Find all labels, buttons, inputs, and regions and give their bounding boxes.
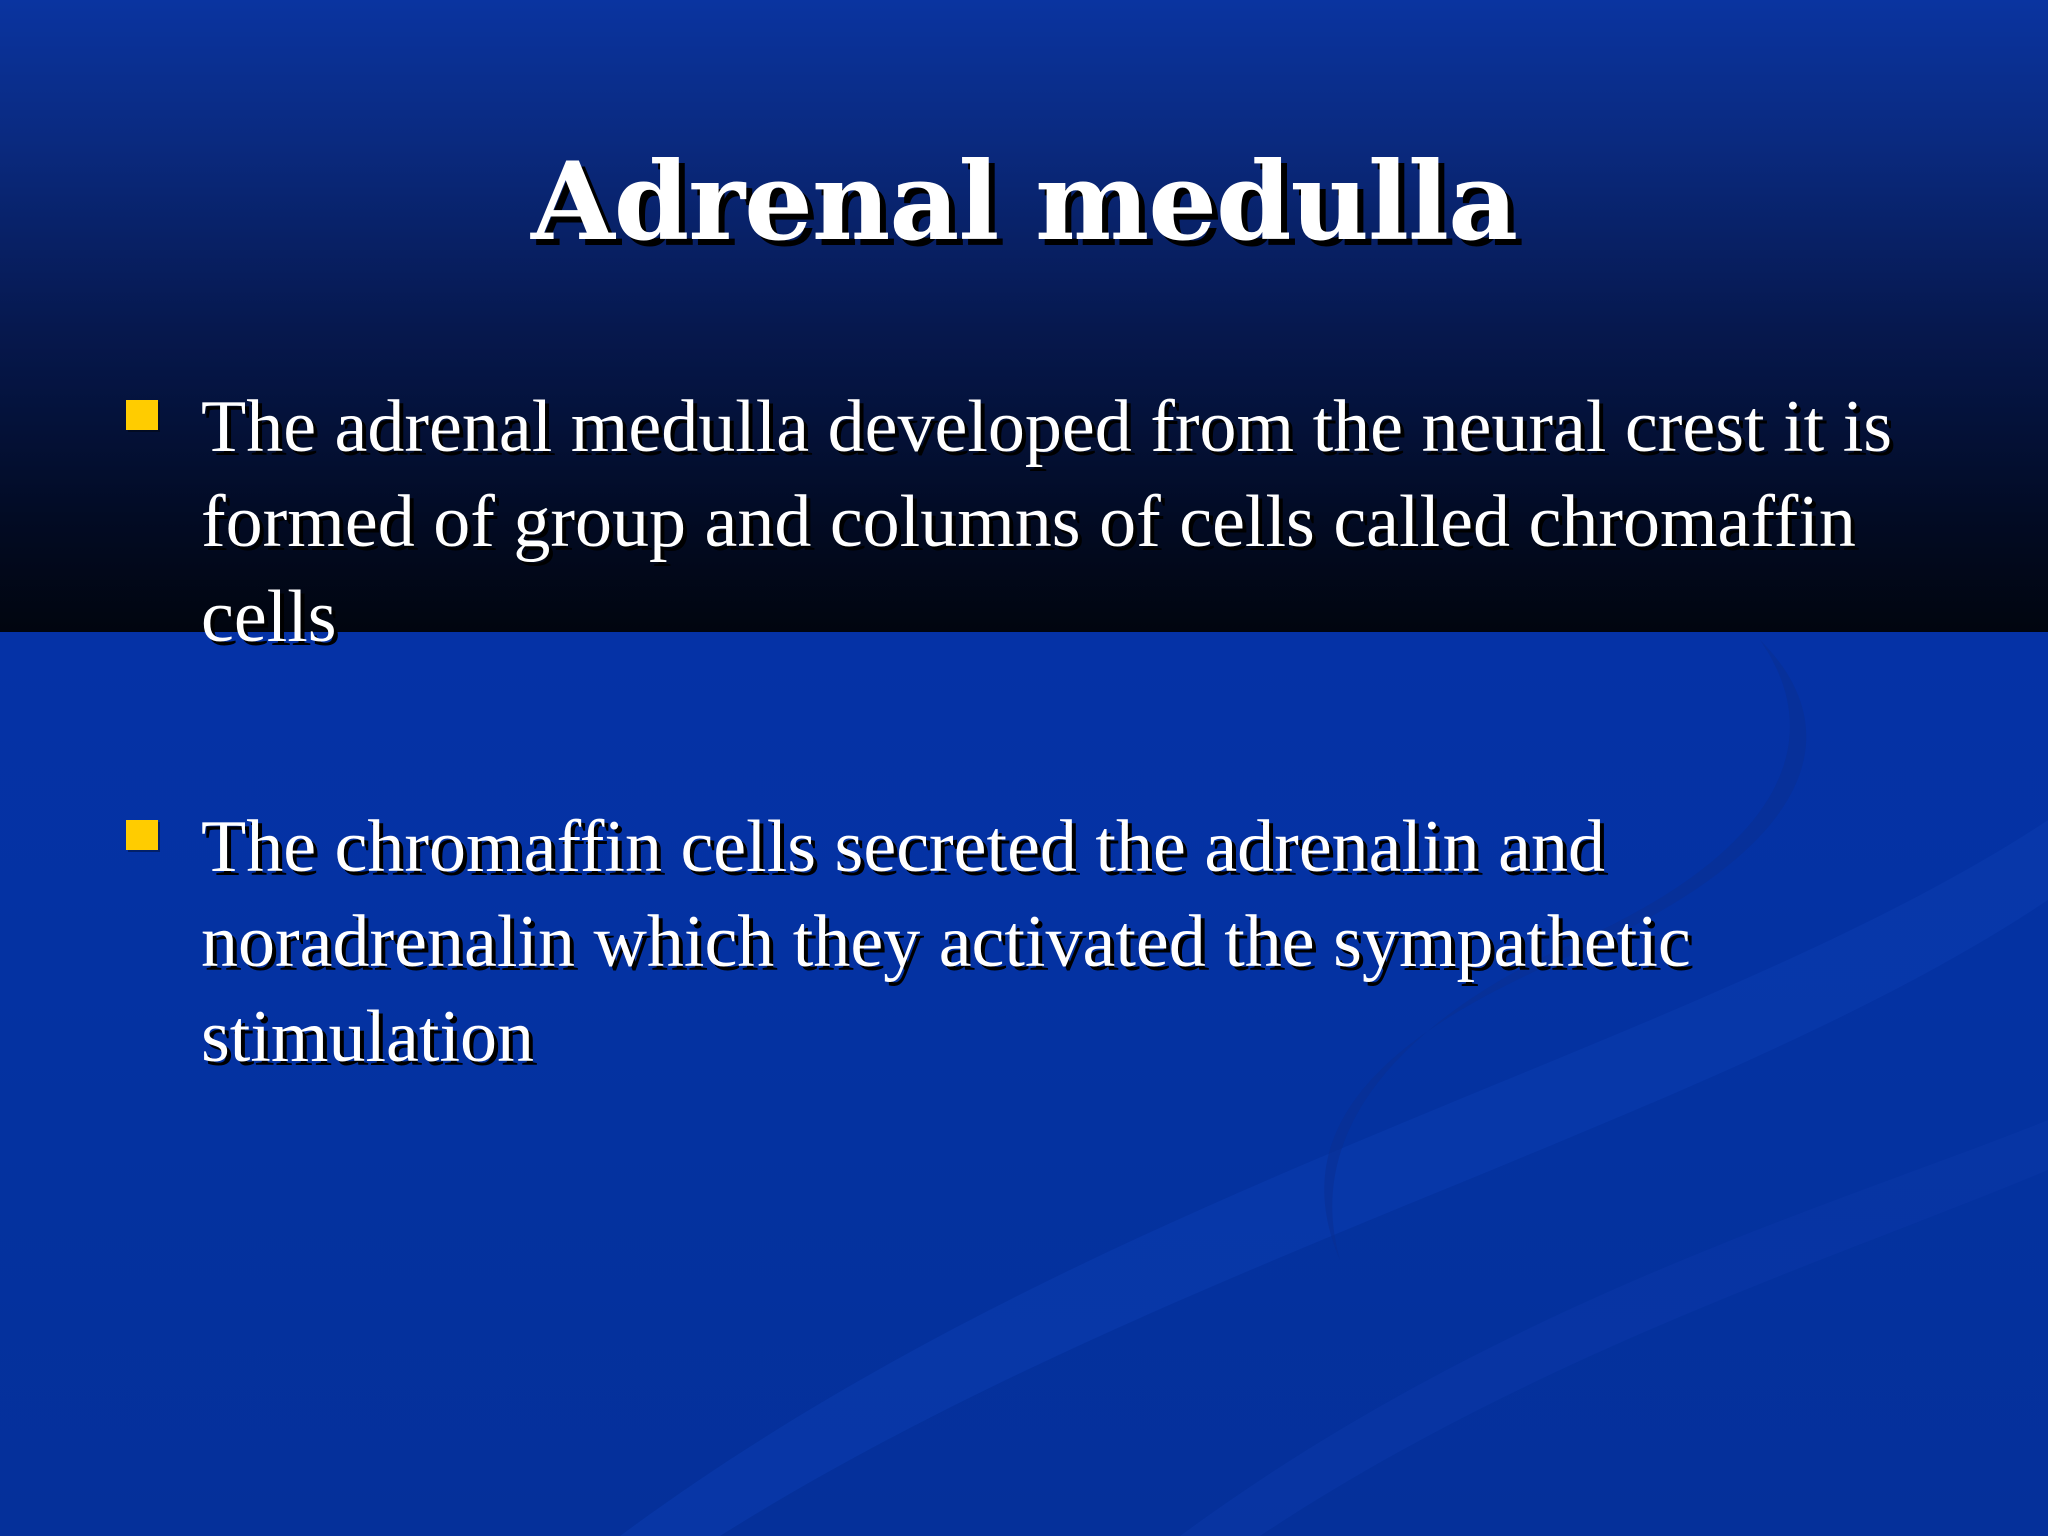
bullet-item: [126, 800, 1926, 1085]
bullet-text: The chromaffin cells secreted the adrenalin and noradrenalin which they activated the sympathetic stimulation: [201, 806, 1691, 1078]
bullet-item: [126, 380, 1926, 665]
slide-title: Adrenal medulla: [530, 139, 1518, 265]
bullet-text: The adrenal medulla developed from the neural crest it is formed of group and columns of cells called chromaffin cells: [201, 386, 1893, 658]
bullet-list: [126, 380, 1926, 1085]
square-bullet-icon: [126, 400, 158, 430]
square-bullet-icon: [126, 820, 158, 850]
